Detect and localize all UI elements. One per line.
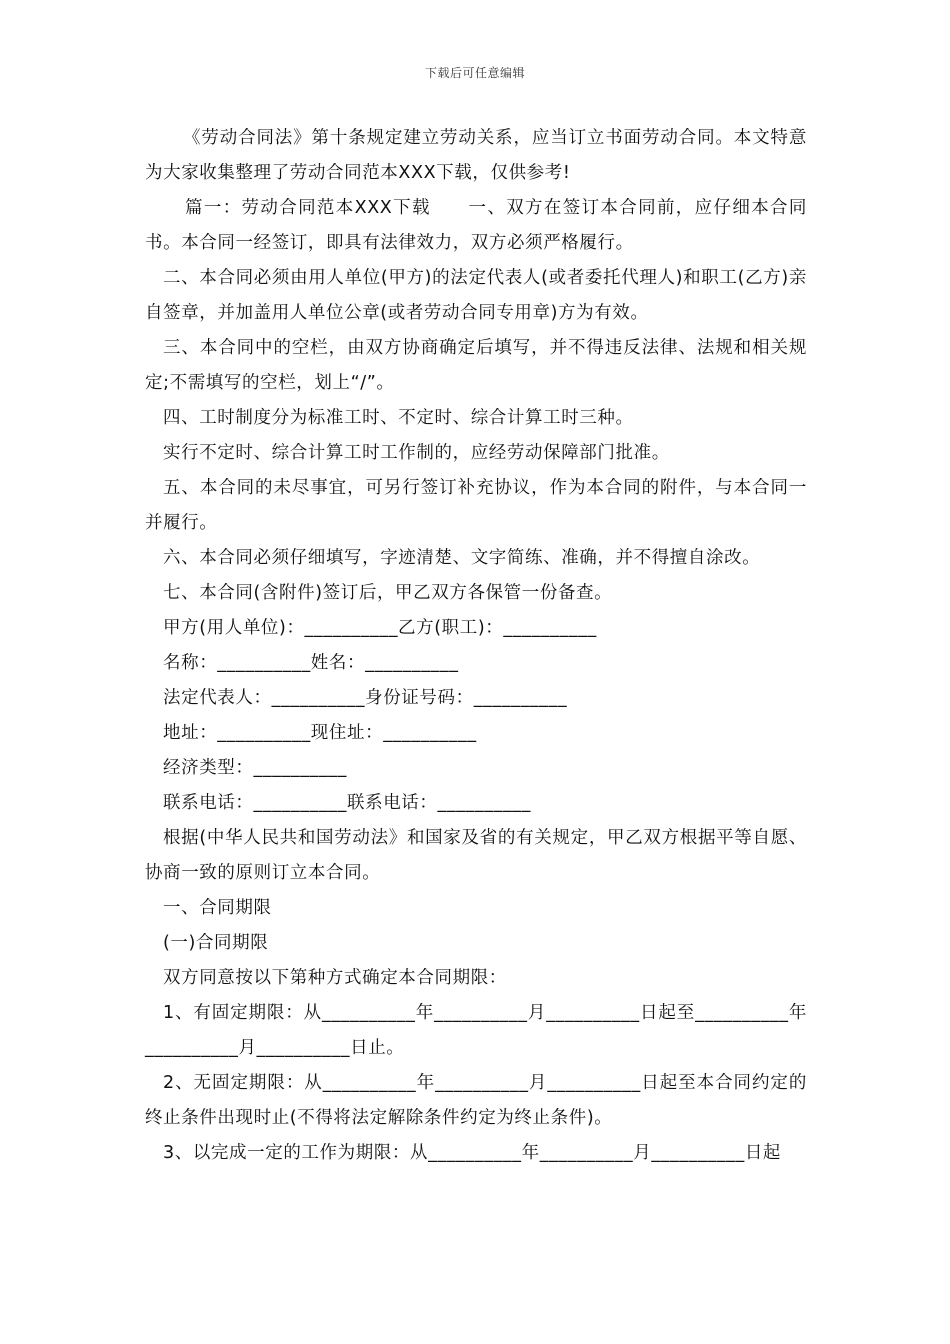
party-line: 甲方(用人单位)：__________乙方(职工)：__________	[163, 618, 597, 638]
fixed-term-line: 1、有固定期限：从__________年__________月__________日起至__________年__________月__________日止。	[145, 1003, 807, 1058]
clause-four-note: 实行不定时、综合计算工时工作制的，应经劳动保障部门批准。	[163, 443, 670, 463]
task-term-line: 3、以完成一定的工作为期限：从__________年__________月__________日起	[163, 1143, 782, 1163]
intro-paragraph: 《劳动合同法》第十条规定建立劳动关系，应当订立书面劳动合同。本文特意为大家收集整理了劳动合同范本XXX下载，仅供参考!	[145, 128, 807, 183]
clause-four: 四、工时制度分为标准工时、不定时、综合计算工时三种。	[163, 408, 634, 428]
basis-paragraph: 根据(中华人民共和国劳动法》和国家及省的有关规定，甲乙双方根据平等自愿、协商一致的原则订立本合同。	[145, 828, 807, 883]
phone-line: 联系电话：__________联系电话：__________	[163, 793, 531, 813]
clause-three: 三、本合同中的空栏，由双方协商确定后填写，并不得违反法律、法规和相关规定;不需填写的空栏，划上“/”。	[145, 338, 807, 393]
header-note: 下载后可任意编辑	[424, 66, 525, 80]
economic-type-line: 经济类型：__________	[163, 758, 347, 778]
term-method-line: 双方同意按以下第种方式确定本合同期限：	[163, 968, 507, 988]
chapter-one-paragraph: 篇一：劳动合同范本XXX下载 一、双方在签订本合同前，应仔细本合同书。本合同一经签订，即具有法律效力，双方必须严格履行。	[145, 198, 807, 253]
clause-seven: 七、本合同(含附件)签订后，甲乙双方各保管一份备查。	[163, 583, 613, 603]
clause-two: 二、本合同必须由用人单位(甲方)的法定代表人(或者委托代理人)和职工(乙方)亲自签章，并加盖用人单位公章(或者劳动合同专用章)方为有效。	[145, 268, 807, 323]
address-line: 地址：__________现住址：__________	[163, 723, 477, 743]
document-body	[145, 121, 807, 1171]
open-term-line: 2、无固定期限：从__________年__________月__________日起至本合同约定的终止条件出现时止(不得将法定解除条件约定为终止条件)。	[145, 1073, 807, 1128]
section-contract-term: 一、合同期限	[163, 898, 272, 918]
subsection-contract-term: (一)合同期限	[163, 933, 269, 953]
name-line: 名称：__________姓名：__________	[163, 653, 459, 673]
clause-five: 五、本合同的未尽事宜，可另行签订补充协议，作为本合同的附件，与本合同一并履行。	[145, 478, 807, 533]
clause-six: 六、本合同必须仔细填写，字迹清楚、文字简练、准确，并不得擅自涂改。	[163, 548, 761, 568]
representative-line: 法定代表人：__________身份证号码：__________	[163, 688, 568, 708]
